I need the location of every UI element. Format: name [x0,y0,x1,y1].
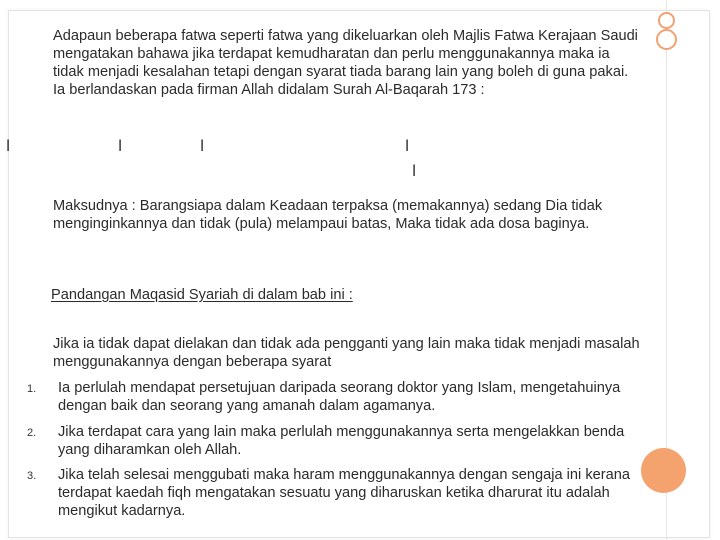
intro-paragraph: Adapaun beberapa fatwa seperti fatwa yang dikeluarkan oleh Majlis Fatwa Kerajaan Saudi mengatakan bahawa jika terdapat kemudharatan dan perlu menggunakannya maka ia tidak menjadi kesalahan tetapi dengan syarat tiada barang lain yang boleh di guna pakai. Ia berlandaskan pada firman Allah didalam Surah Al-Baqarah 173 : [53,28,638,98]
list-item-number: 1. [27,383,37,395]
arabic-fragment: ا [200,137,205,155]
list-item-number: 3. [27,470,37,482]
arabic-fragment: ا [412,162,417,180]
decorative-ring [656,29,677,50]
list-item-text: Ia perlulah mendapat persetujuan daripada seorang doktor yang Islam, mengetahuinya dengan baik dan seorang yang amanah dalam agamanya. [58,380,621,414]
arabic-fragment: ا [118,137,123,155]
arabic-fragment: ا [405,137,410,155]
condition-paragraph: Jika ia tidak dapat dielakan dan tidak ada pengganti yang lain maka tidak menjadi masalah menggunakannya dengan beberapa syarat [53,336,640,370]
decorative-dot [641,448,686,493]
section-heading: Pandangan Maqasid Syariah di dalam bab ini : [51,287,353,303]
list-item-text: Jika telah selesai menggubati maka haram menggunakannya dengan sengaja ini kerana terdapat kaedah fiqh mengatakan sesuatu yang diharuskan ketika dharurat itu adalah mengikut kadarnya. [58,467,630,519]
list-item-text: Jika terdapat cara yang lain maka perlulah menggunakannya serta mengelakkan benda yang diharamkan oleh Allah. [58,424,625,458]
decorative-ring-small [658,12,675,29]
arabic-fragment: ا [6,137,11,155]
list-item-number: 2. [27,427,37,439]
meaning-paragraph: Maksudnya : Barangsiapa dalam Keadaan terpaksa (memakannya) sedang Dia tidak menginginkannya dan tidak (pula) melampaui batas, Maka tidak ada dosa baginya. [53,198,603,232]
